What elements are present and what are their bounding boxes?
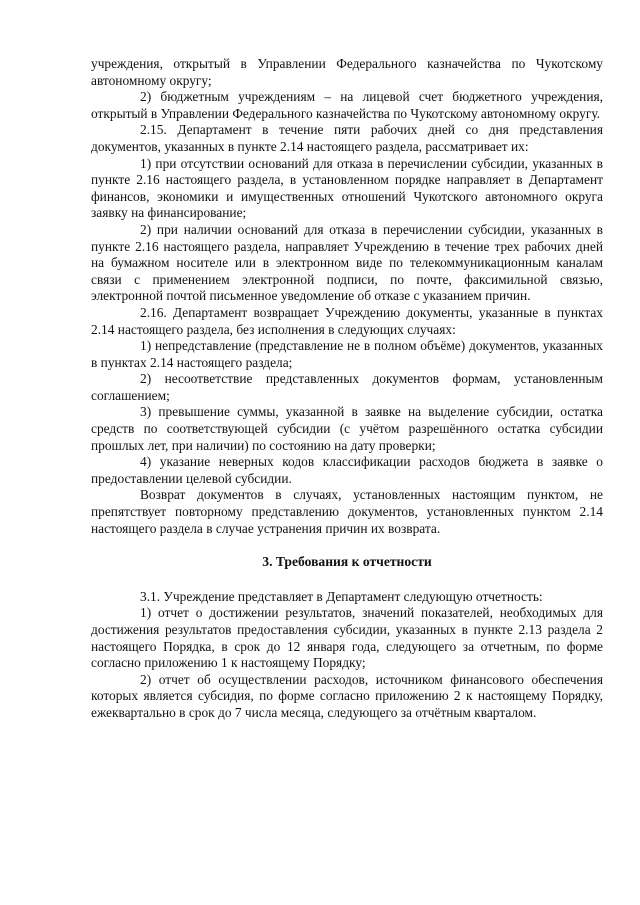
paragraph: 3.1. Учреждение представляет в Департамент следующую отчетность: [140, 588, 543, 604]
document-page [91, 56, 603, 722]
paragraph: 3) превышение суммы, указанной в заявке на выделение субсидии, остатка средств по соответствующей субсидии (с учётом разрешённого остатка субсидии прошлых лет, при наличии) по состоянию на дату проверки; [91, 404, 603, 453]
paragraph: 2.16. Департамент возвращает Учреждению документы, указанные в пунктах 2.14 настоящего раздела, без исполнения в следующих случаях: [91, 304, 603, 337]
paragraph: 4) указание неверных кодов классификации расходов бюджета в заявке о предоставлении целевой субсидии. [91, 454, 603, 486]
paragraph: 2) бюджетным учреждениям – на лицевой счет бюджетного учреждения, открытый в Управлении Федерального казначейства по Чукотскому автономному округу. [91, 89, 603, 121]
document-body-top [91, 56, 603, 537]
paragraph: 2.15. Департамент в течение пяти рабочих дней со дня представления документов, указанных в пункте 2.14 настоящего раздела, рассматривает их: [91, 122, 603, 154]
paragraph: 1) при отсутствии оснований для отказа в перечислении субсидии, указанных в пункте 2.16 настоящего раздела, в установленном порядке направляет в Департамент финансов, экономики и имущественных отношений Чукотского автономного округа заявку на финансирование; [91, 155, 603, 221]
paragraph: 1) непредставление (представление не в полном объёме) документов, указанных в пунктах 2.14 настоящего раздела; [91, 338, 603, 370]
paragraph: 2) отчет об осуществлении расходов, источником финансового обеспечения которых является субсидия, по форме согласно приложению 2 к настоящему Порядку, ежеквартально в срок до 7 числа месяца, следующего за отчётным кварталом. [91, 671, 603, 720]
paragraph: 2) несоответствие представленных документов формам, установленным соглашением; [91, 371, 603, 403]
document-body-bottom [91, 589, 603, 722]
section-heading: 3. Требования к отчетности [262, 554, 432, 570]
paragraph: 1) отчет о достижении результатов, значений показателей, необходимых для достижения результатов предоставления субсидии, указанных в пункте 2.13 раздела 2 настоящего Порядка, в срок до 12 января года, следующего за отчетным, по форме согласно приложению 1 к настоящему Порядку; [91, 605, 603, 671]
paragraph: 2) при наличии оснований для отказа в перечислении субсидии, указанных в пункте 2.16 настоящего раздела, направляет Учреждению в течение трех рабочих дней на бумажном носителе или в электронном виде по телекоммуникационным каналам связи с применением электронной подписи, по почте, факсимильной связью, электронной почтой письменное уведомление об отказе с указанием причин. [91, 221, 603, 304]
paragraph: учреждения, открытый в Управлении Федерального казначейства по Чукотскому автономному округу; [91, 56, 603, 88]
paragraph: Возврат документов в случаях, установленных настоящим пунктом, не препятствует повторному представлению документов, установленных пунктом 2.14 настоящего раздела в случае устранения причин их возврата. [91, 487, 603, 536]
